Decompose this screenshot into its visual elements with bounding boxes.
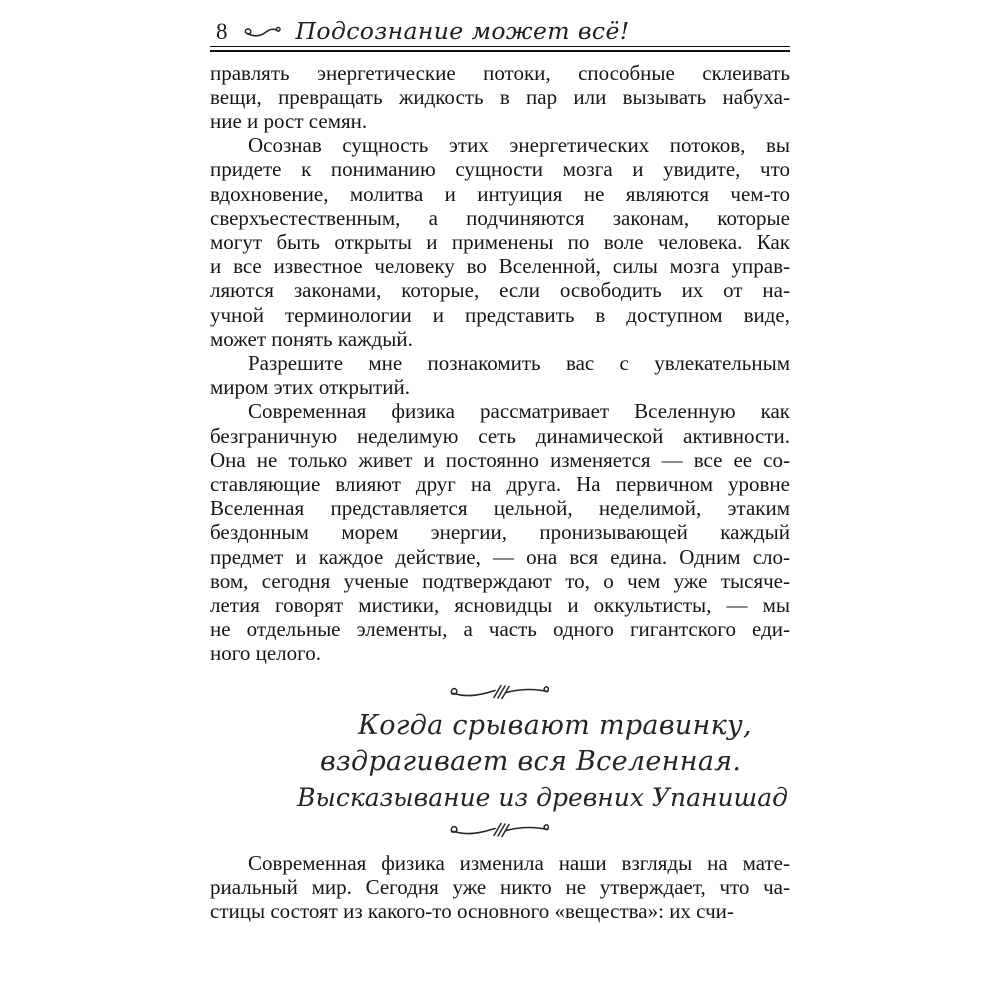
text-line: вдохновение, молитва и интуиция не являются чем-то [210, 181, 790, 206]
text-line: ного целого. [210, 641, 321, 666]
quote-line: Когда срывают травинку, [358, 709, 752, 741]
text-line: Современная физика изменила наши взгляды на мате- [248, 850, 790, 875]
text-line: правлять энергетические потоки, способные склеивать [210, 60, 790, 85]
header-rule [210, 46, 790, 52]
quote-line: вздрагивает вся Вселенная. [320, 745, 742, 777]
text-line: сверхъестественным, а подчиняются законам, которые [210, 205, 790, 230]
text-line: не отдельные элементы, а часть одного гигантского еди- [210, 617, 790, 642]
section-divider-icon [210, 681, 790, 703]
running-header [210, 17, 790, 44]
text-line: стицы состоят из какого-то основного «вещества»: их счи- [210, 898, 734, 923]
text-line: могут быть открыты и применены по воле человека. Как [210, 229, 790, 254]
text-line: Вселенная представляется цельной, неделимой, этаким [210, 496, 790, 521]
running-title: Подсознание может всё! [295, 17, 630, 45]
text-line: Она не только живет и постоянно изменяется — все ее со- [210, 447, 790, 472]
text-line: и все известное человеку во Вселенной, силы мозга управ- [210, 254, 790, 279]
text-line: вещи, превращать жидкость в пар или вызывать набуха- [210, 84, 790, 109]
body-text [210, 61, 790, 666]
text-line: бездонным морем энергии, пронизывающей каждый [210, 520, 790, 545]
text-line: придете к пониманию сущности мозга и увидите, что [210, 157, 790, 182]
text-line: риальный мир. Сегодня уже никто не утверждает, что ча- [210, 874, 790, 899]
text-line: безграничную неделимую сеть динамической активности. [210, 423, 790, 448]
text-line: миром этих открытий. [210, 375, 410, 400]
quote-attribution: Высказывание из древних Упанишад [297, 782, 788, 812]
text-line: Современная физика рассматривает Вселенную как [248, 399, 790, 424]
text-line: вом, сегодня ученые подтверждают то, о чем уже тысяче- [210, 568, 790, 593]
text-line: Осознав сущность этих энергетических потоков, вы [248, 133, 790, 158]
section-divider-icon [210, 819, 790, 841]
swirl-flourish-icon [241, 23, 283, 44]
text-line: учной терминологии и представить в доступном виде, [210, 302, 790, 327]
text-line: ляются законами, которые, если освободить их от на- [210, 278, 790, 303]
text-line: предмет и каждое действие, — она вся едина. Одним сло- [210, 544, 790, 569]
text-line: может понять каждый. [210, 326, 413, 351]
text-line: Разрешите мне познакомить вас с увлекательным [248, 350, 790, 375]
text-line: ние и рост семян. [210, 108, 368, 133]
text-line: ставляющие влияют друг на друга. На первичном уровне [210, 471, 790, 496]
text-line: летия говорят мистики, ясновидцы и оккультисты, — мы [210, 592, 790, 617]
page-number: 8 [216, 19, 228, 44]
body-text [210, 851, 790, 924]
text-column [210, 0, 790, 923]
